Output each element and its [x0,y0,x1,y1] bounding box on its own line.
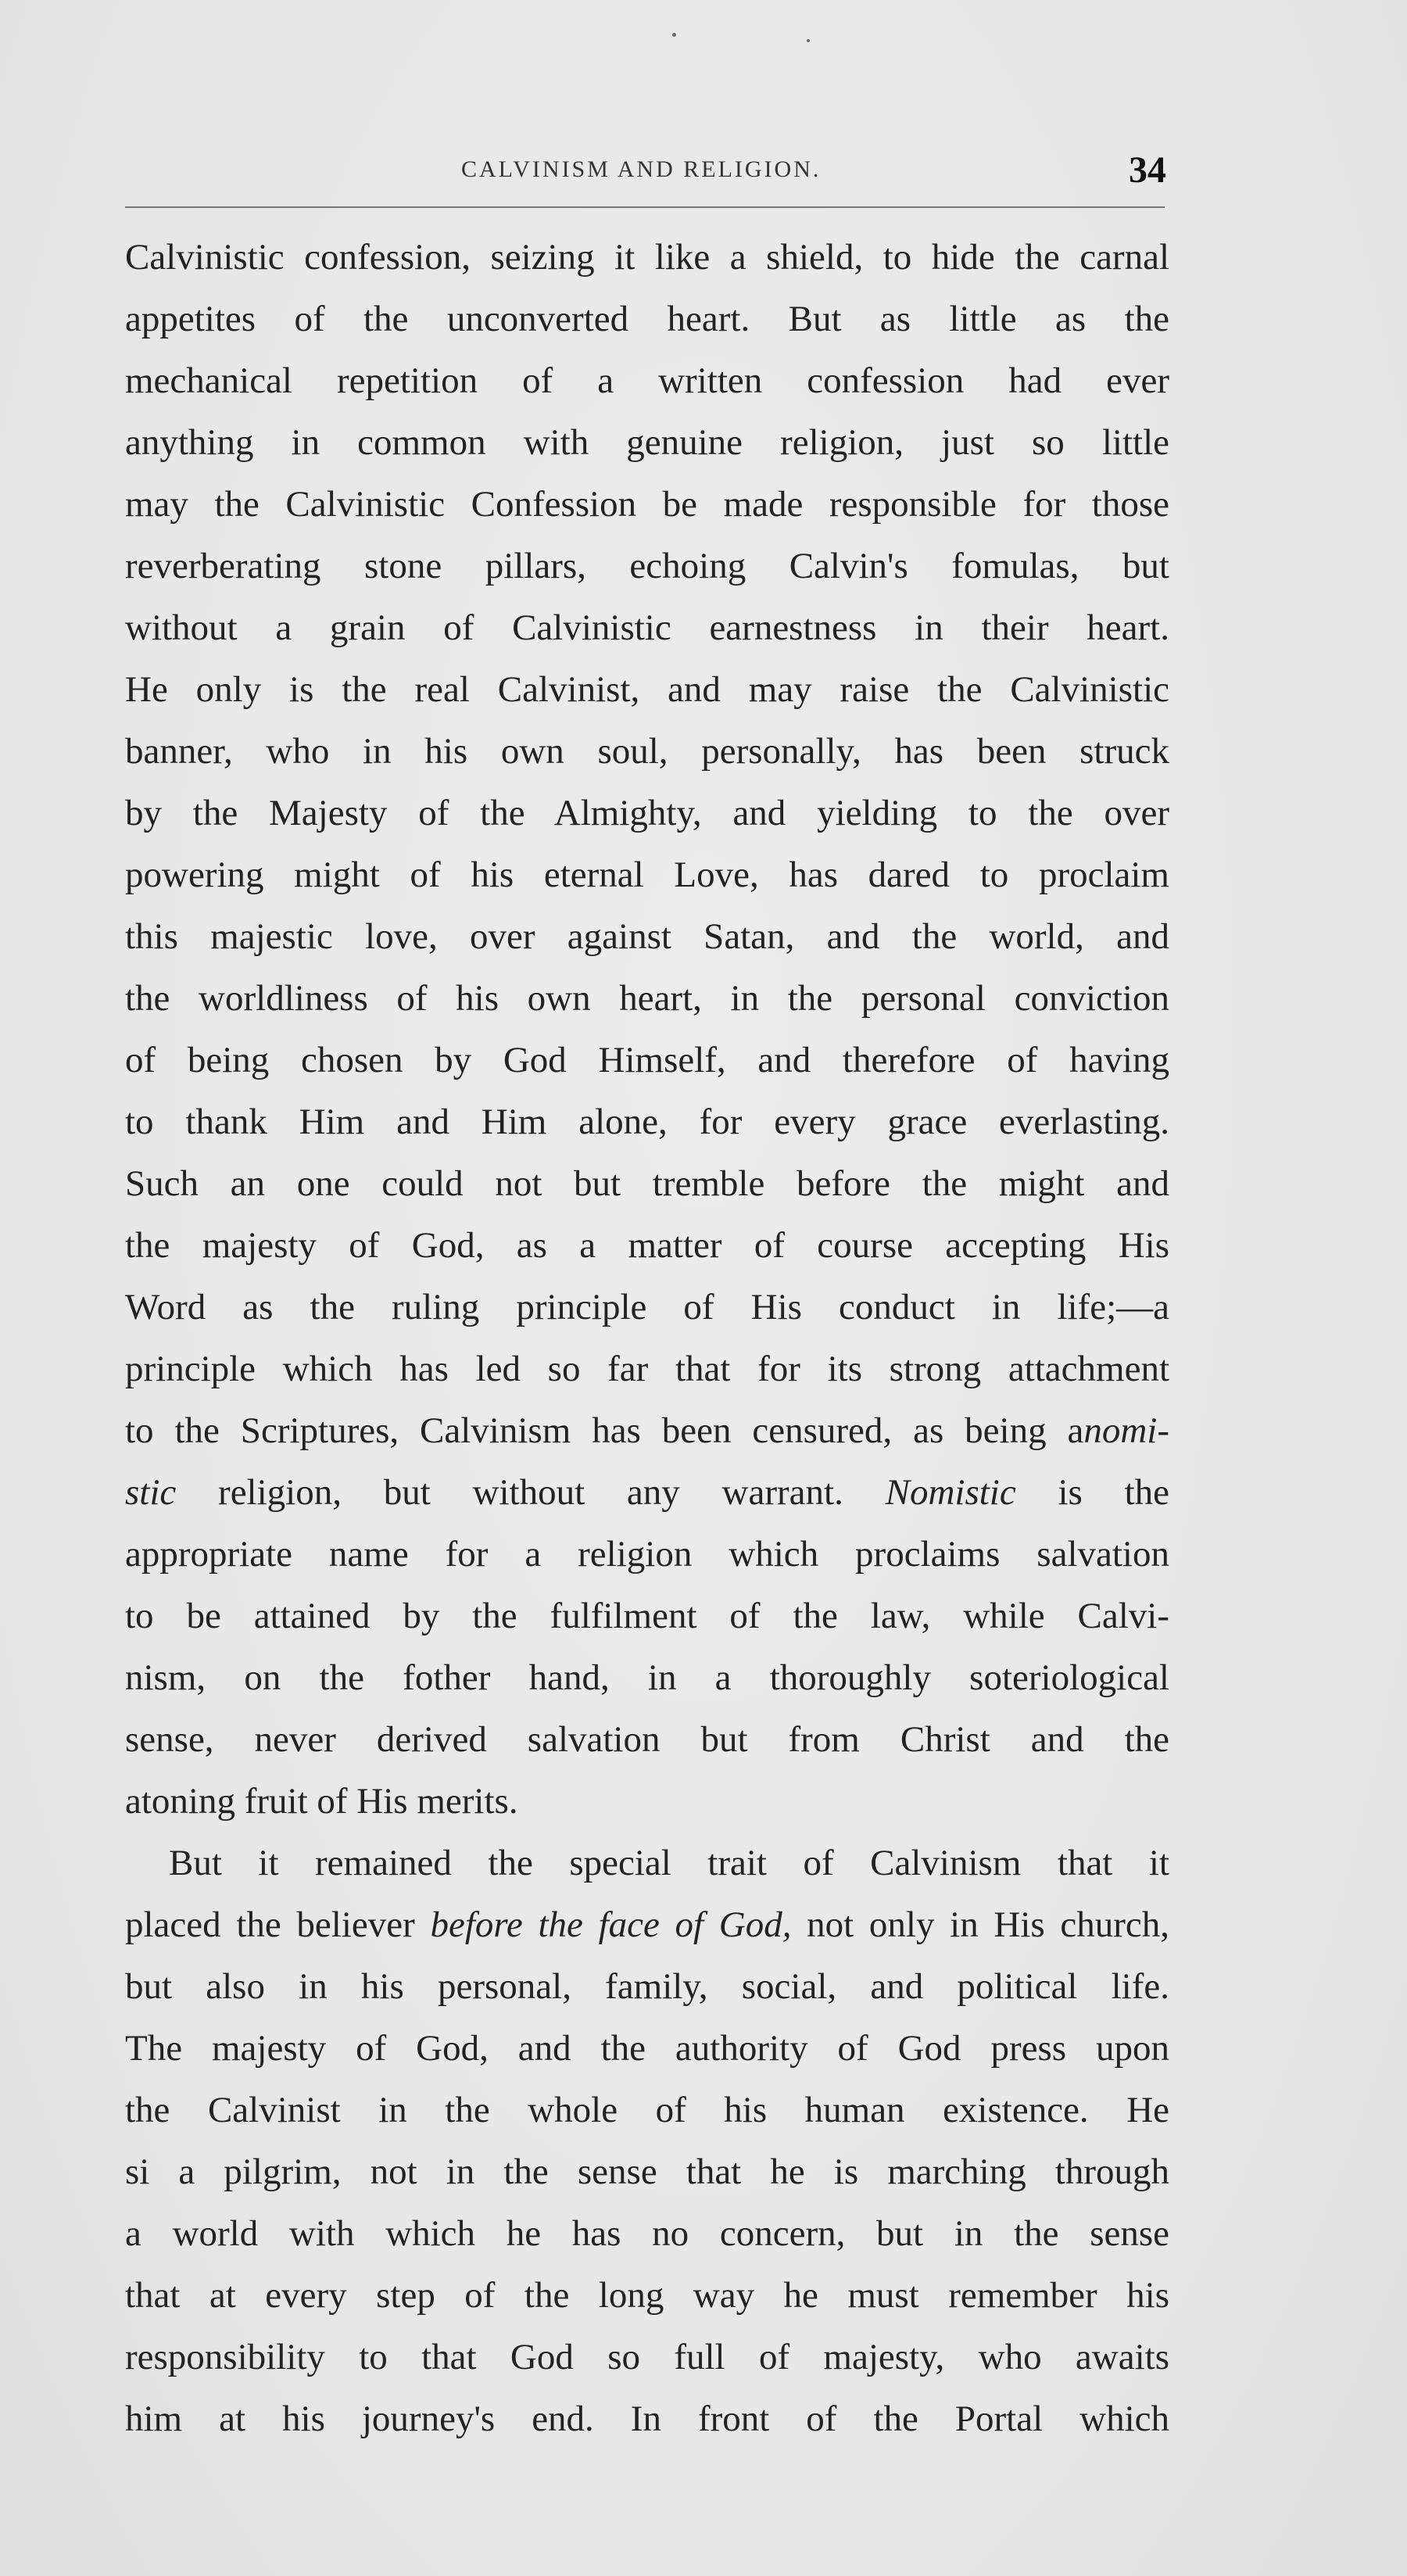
text-line: that at every step of the long way he must remember his [125,2275,1169,2316]
page-number: 34 [1129,149,1166,191]
ink-speck [807,39,810,42]
text-line: the majesty of God, as a matter of course accepting His [125,1225,1169,1266]
italic-term: before the face of God, [430,1904,792,1945]
text-line: the worldliness of his own heart, in the personal conviction [125,978,1169,1019]
text-line: banner, who in his own soul, personally, has been struck [125,731,1169,772]
italic-term: nomi- [1083,1410,1169,1451]
text-line: si a pilgrim, not in the sense that he is marching through [125,2151,1169,2192]
italic-term: stic [125,1472,177,1513]
text-line: powering might of his eternal Love, has dared to proclaim [125,854,1169,895]
text-segment: to the Scriptures, Calvinism has been censured, as being a [125,1410,1084,1451]
text-line: the Calvinist in the whole of his human existence. He [125,2090,1169,2130]
text-line: this majestic love, over against Satan, and the world, and [125,916,1169,957]
text-line: Word as the ruling principle of His conduct in life;—a [125,1287,1169,1327]
text-line: him at his journey's end. In front of the Portal which [125,2399,1169,2439]
text-line: to thank Him and Him alone, for every grace everlasting. [125,1102,1169,1142]
text-line: may the Calvinistic Confession be made responsible for those [125,484,1169,525]
text-line: responsibility to that God so full of majesty, who awaits [125,2337,1169,2377]
text-line: Such an one could not but tremble before the might and [125,1163,1169,1204]
page-header [125,149,1166,200]
text-line: anything in common with genuine religion, just so little [125,422,1169,463]
text-line: to be attained by the fulfilment of the law, while Calvi- [125,1596,1169,1636]
text-line: Calvinistic confession, seizing it like a shield, to hide the carnal [125,237,1169,278]
text-segment: placed the believer [125,1904,415,1945]
text-line: But it remained the special trait of Calvinism that it [169,1843,1169,1883]
text-line: nism, on the fother hand, in a thoroughly soteriological [125,1657,1169,1698]
text-line-mixed [125,1400,1169,1462]
text-line: appropriate name for a religion which proclaims salvation [125,1534,1169,1575]
running-title: CALVINISM AND RELIGION. [461,156,822,182]
text-line: appetites of the unconverted heart. But as little as the [125,299,1169,339]
text-line-mixed [125,1894,1169,1956]
text-line: reverberating stone pillars, echoing Calvin's fomulas, but [125,546,1169,586]
text-line: a world with which he has no concern, but in the sense [125,2213,1169,2254]
text-line: He only is the real Calvinist, and may raise the Calvinistic [125,669,1169,710]
text-line: sense, never derived salvation but from Christ and the [125,1719,1169,1760]
text-segment: is the [1058,1472,1170,1513]
body-text [125,227,1169,2450]
text-segment: not only in His church, [807,1904,1169,1945]
italic-term: Nomistic [885,1472,1016,1513]
text-segment: religion, but without any warrant. [218,1472,843,1513]
text-line: The majesty of God, and the authority of God press upon [125,2028,1169,2069]
ink-speck [672,33,676,37]
text-line: atoning fruit of His merits. [125,1781,518,1822]
text-line: of being chosen by God Himself, and therefore of having [125,1040,1169,1080]
text-line: but also in his personal, family, social, and political life. [125,1966,1169,2007]
text-line: mechanical repetition of a written confession had ever [125,360,1169,401]
text-line-mixed [125,1462,1169,1524]
text-line: by the Majesty of the Almighty, and yielding to the over [125,793,1169,833]
text-line: without a grain of Calvinistic earnestness in their heart. [125,607,1169,648]
text-line: principle which has led so far that for its strong attachment [125,1349,1169,1389]
header-rule [125,206,1165,208]
